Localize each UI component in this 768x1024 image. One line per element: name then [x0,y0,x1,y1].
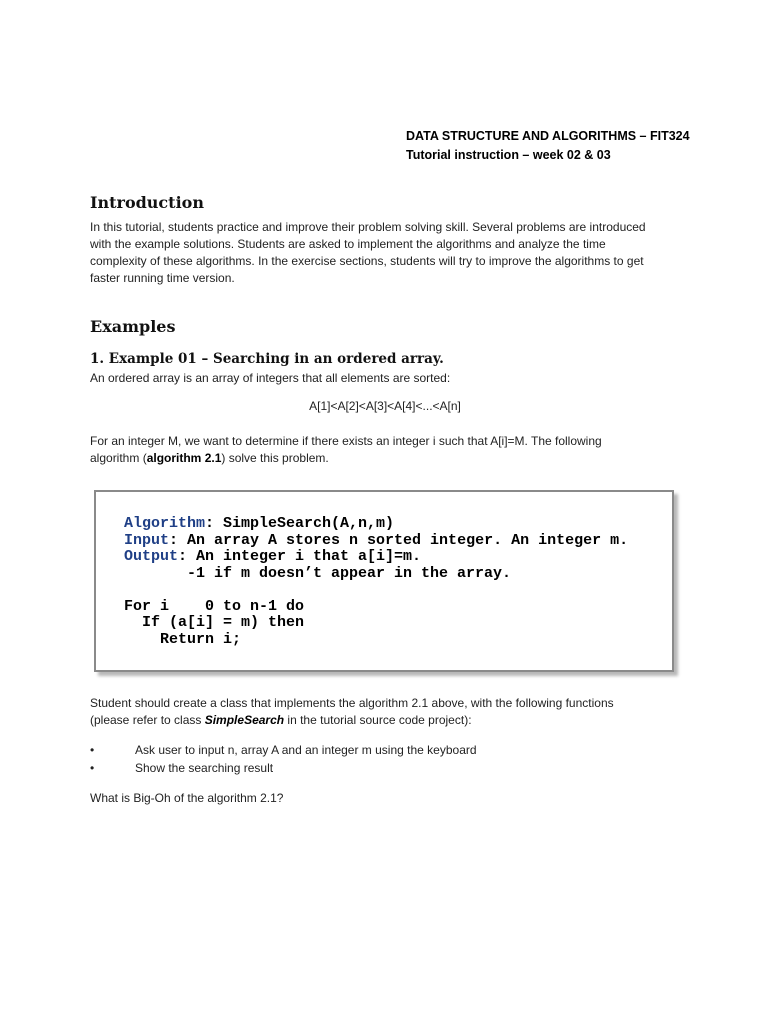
bullet-icon: • [90,743,95,757]
introduction-line: with the example solutions. Students are asked to implement the algorithms and analyze the time [90,237,606,251]
introduction-line: complexity of these algorithms. In the exercise sections, students will try to improve the algorithms to get [90,254,644,268]
document-header [406,127,690,165]
code-text: : An array A stores n sorted integer. An integer m. [169,531,629,549]
description-text: algorithm ( [90,451,147,465]
instruction-line: Student should create a class that implements the algorithm 2.1 above, with the following functions [90,696,614,710]
class-name-reference: SimpleSearch [204,713,285,727]
keyword-output: Output [124,548,179,565]
code-line-if: If (a[i] = m) then [124,614,305,631]
introduction-line: faster running time version. [90,271,235,285]
instruction-text: (please refer to class [90,713,205,727]
code-text: : An integer i that a[i]=m. [178,548,422,565]
example-01-description [90,433,680,467]
code-text: : SimpleSearch(A,n,m) [205,515,395,532]
instruction-text: in the tutorial source code project): [284,713,472,727]
instruction-line [90,712,680,729]
list-item [90,741,477,759]
bullet-icon: • [90,761,95,775]
function-list [90,741,477,777]
big-oh-question: What is Big-Oh of the algorithm 2.1? [90,791,284,805]
algorithm-reference: algorithm 2.1 [146,451,222,465]
ordered-array-formula: A[1]<A[2]<A[3]<A[4]<...<A[n] [309,399,461,413]
introduction-heading: Introduction [90,193,204,212]
introduction-line: In this tutorial, students practice and improve their problem solving skill. Several problems are introduced [90,220,646,234]
list-item-text: Show the searching result [135,761,274,775]
code-line-return: Return i; [124,630,242,648]
list-item [90,759,477,777]
code-line-algorithm [124,516,628,533]
course-title: DATA STRUCTURE AND ALGORITHMS – FIT324 [406,129,690,143]
list-item-text: Ask user to input n, array A and an integer m using the keyboard [135,743,477,757]
keyword-input: Input [124,531,170,549]
description-line [90,450,680,467]
example-01-heading: 1. Example 01 – Searching in an ordered array. [90,351,444,367]
code-line-output [124,549,628,566]
examples-heading: Examples [90,317,176,336]
code-line-blank [124,582,628,599]
keyword-algorithm: Algorithm [124,515,206,532]
tutorial-subtitle: Tutorial instruction – week 02 & 03 [406,148,611,162]
example-01-intro: An ordered array is an array of integers that all elements are sorted: [90,371,451,385]
description-text: ) solve this problem. [221,451,329,465]
introduction-paragraph [90,219,680,287]
algorithm-code-box [94,490,674,672]
algorithm-code [124,516,628,648]
code-line-for: For i 0 to n-1 do [124,597,305,615]
student-instructions [90,695,680,729]
code-line-output-cont: -1 if m doesn’t appear in the array. [124,564,512,582]
code-line-input [124,533,628,550]
description-line: For an integer M, we want to determine if there exists an integer i such that A[i]=M. The following [90,434,602,448]
